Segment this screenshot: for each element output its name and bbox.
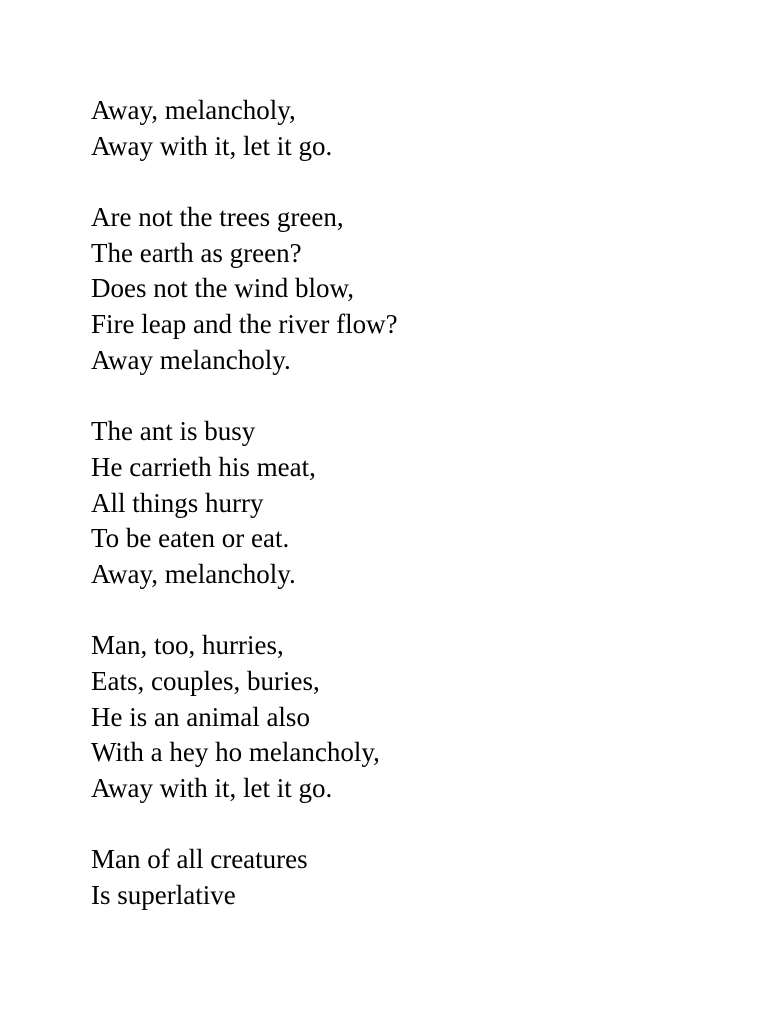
poem-line: Away, melancholy. <box>91 558 296 589</box>
poem-line: To be eaten or eat. <box>91 523 290 554</box>
poem-line: The ant is busy <box>91 416 256 447</box>
poem-line: He carrieth his meat, <box>91 451 316 482</box>
poem-line: Away with it, let it go. <box>91 773 333 804</box>
poem-line: Eats, couples, buries, <box>91 666 320 696</box>
poem-line: With a hey ho melancholy, <box>91 737 380 768</box>
poem-line: Man of all creatures <box>91 844 308 875</box>
poem-line: Man, too, hurries, <box>91 630 284 661</box>
stanza-3 <box>91 414 398 592</box>
poem-line: Does not the wind blow, <box>91 273 354 304</box>
poem-line: Away, melancholy, <box>91 95 296 125</box>
poem-line: All things hurry <box>91 487 264 518</box>
poem-line: Away melancholy. <box>91 344 291 375</box>
stanza-1 <box>91 93 398 164</box>
poem-line: Are not the trees green, <box>91 202 344 233</box>
poem-line: Fire leap and the river flow? <box>91 309 398 340</box>
poem-text <box>91 93 398 914</box>
poem-line: Away with it, let it go. <box>91 130 333 161</box>
stanza-5 <box>91 842 398 913</box>
poem-line: Is superlative <box>91 880 236 911</box>
stanza-2 <box>91 200 398 378</box>
poem-line: He is an animal also <box>91 701 310 732</box>
poem-line: The earth as green? <box>91 237 302 268</box>
stanza-4 <box>91 628 398 806</box>
